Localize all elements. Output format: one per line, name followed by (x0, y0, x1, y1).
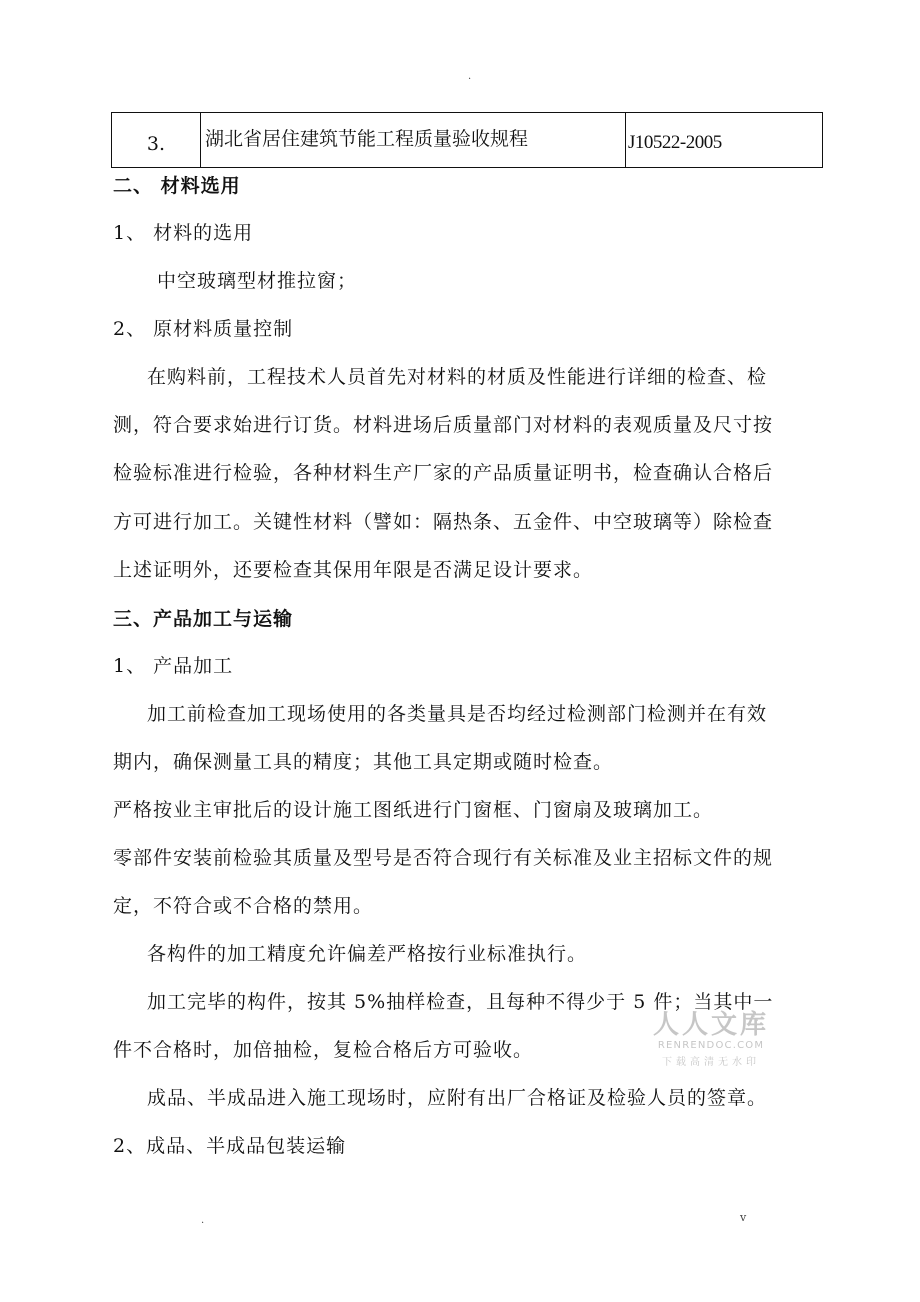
section-3-1-heading: 1、 产品加工 (113, 655, 234, 677)
paragraph-line: 方可进行加工。关键性材料（譬如：隔热条、五金件、中空玻璃等）除检查 (113, 511, 774, 533)
watermark-logo (646, 1012, 776, 1068)
row-number: 3. (112, 113, 201, 168)
watermark-main: 人人文库 (652, 1010, 769, 1040)
paragraph-line: 加工前检查加工现场使用的各类量具是否均经过检测部门检测并在有效 (147, 703, 768, 725)
paragraph-line: 在购料前，工程技术人员首先对材料的材质及性能进行详细的检查、检 (147, 366, 768, 388)
section-3-2-heading: 2、成品、半成品包装运输 (113, 1135, 347, 1157)
paragraph-line: 件不合格时，加倍抽检，复检合格后方可验收。 (113, 1039, 534, 1061)
row-title: 湖北省居住建筑节能工程质量验收规程 (201, 113, 626, 168)
paragraph-line: 期内，确保测量工具的精度；其他工具定期或随时检查。 (113, 751, 614, 773)
reference-standards-table (111, 112, 823, 168)
paragraph-line: 上述证明外，还要检查其保用年限是否满足设计要求。 (113, 559, 594, 581)
row-code: J10522-2005 (626, 113, 823, 168)
paragraph-line: 检验标准进行检验，各种材料生产厂家的产品质量证明书，检查确认合格后 (113, 462, 774, 484)
paragraph-line: 加工完毕的构件，按其 5%抽样检查，且每种不得少于 5 件；当其中一 (147, 991, 774, 1013)
watermark-domain: RENRENDOC.COM (657, 1040, 765, 1051)
footer-dot: . (201, 1215, 205, 1226)
paragraph-line: 成品、半成品进入施工现场时，应附有出厂合格证及检验人员的签章。 (147, 1087, 768, 1109)
section-2-2-heading: 2、 原材料质量控制 (113, 318, 294, 340)
section-2-1-heading: 1、 材料的选用 (113, 222, 254, 244)
paragraph-line: 严格按业主审批后的设计施工图纸进行门窗框、门窗扇及玻璃加工。 (113, 799, 714, 821)
paragraph-line: 零部件安装前检验其质量及型号是否符合现行有关标准及业主招标文件的规 (113, 847, 774, 869)
header-dot: . (468, 71, 472, 82)
watermark-tagline: 下载高清无水印 (662, 1057, 760, 1068)
section-3-heading: 三、产品加工与运输 (113, 608, 294, 630)
paragraph-line: 各构件的加工精度允许偏差严格按行业标准执行。 (147, 943, 588, 965)
footer-mark: v (740, 1211, 747, 1224)
table-row (112, 113, 823, 168)
section-2-1-body: 中空玻璃型材推拉窗； (157, 270, 358, 292)
paragraph-line: 测，符合要求始进行订货。材料进场后质量部门对材料的表观质量及尺寸按 (113, 414, 774, 436)
paragraph-line: 定，不符合或不合格的禁用。 (113, 895, 374, 917)
section-2-heading: 二、 材料选用 (113, 175, 241, 197)
